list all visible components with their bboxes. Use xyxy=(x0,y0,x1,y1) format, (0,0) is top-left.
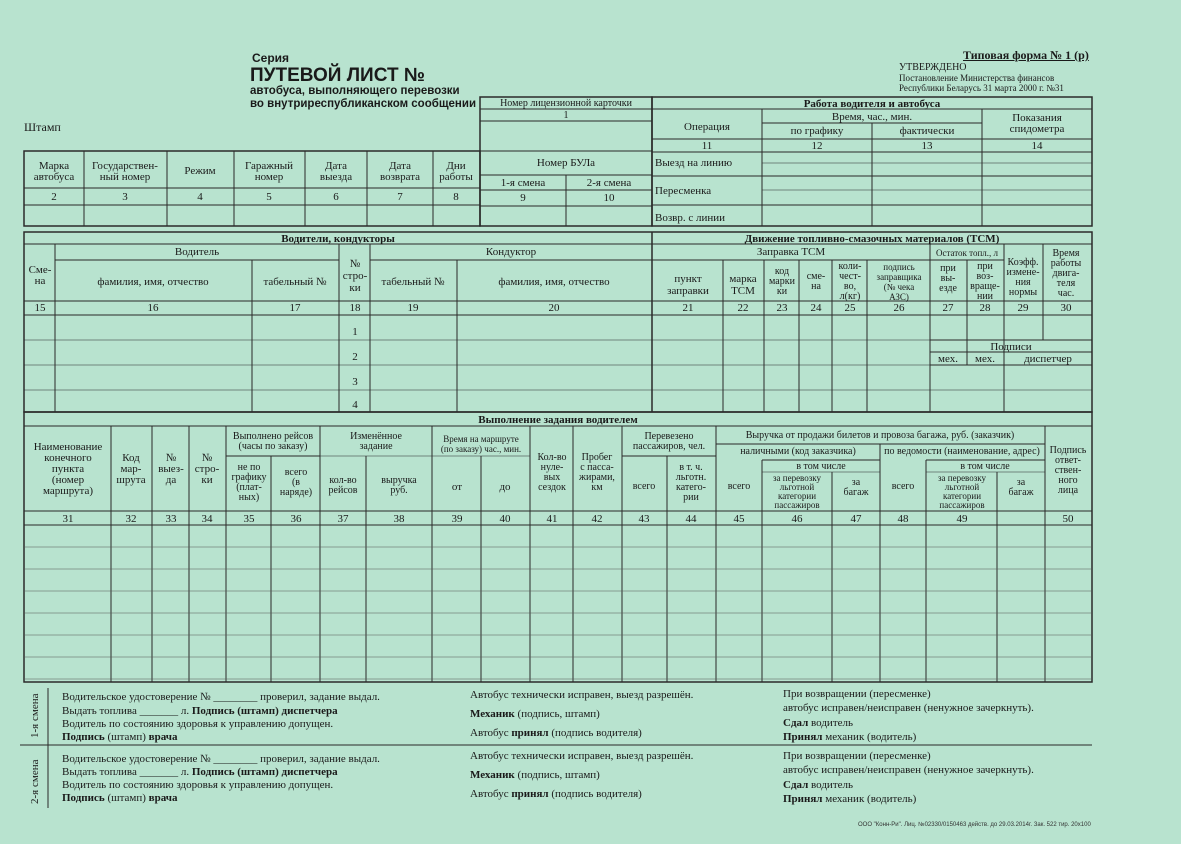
col-num: 21 xyxy=(682,302,694,314)
col-cash-benefit: за перевозку льготной категории пассажиров xyxy=(772,473,822,510)
col-proceeds: Выручка от продажи билетов и провоза багажа, руб. (заказчик) xyxy=(745,430,1015,441)
col-st-benefit: за перевозку льготной категории пассажиров xyxy=(937,473,987,510)
col-num: 3 xyxy=(122,191,128,203)
col-coef: Коэфф. измене- ния нормы xyxy=(1006,257,1040,298)
col-num: 50 xyxy=(1062,513,1074,525)
col-num: 18 xyxy=(349,302,361,314)
col-cash: наличными (код заказчика) xyxy=(740,446,856,457)
col-num: 46 xyxy=(791,513,803,525)
subtitle-line-1: автобуса, выполняющего перевозки xyxy=(250,85,460,97)
bus-ok-1: Автобус технически исправен, выезд разрешён. xyxy=(470,689,694,701)
received-1: Принял механик (водитель) xyxy=(783,731,917,743)
col-num: 15 xyxy=(34,302,46,314)
col-num: 9 xyxy=(520,192,526,204)
document-title: ПУТЕВОЙ ЛИСТ № xyxy=(250,65,426,86)
col-num: 35 xyxy=(243,513,255,525)
licence-card-label: Номер лицензионной карточки xyxy=(500,98,632,109)
col-remain-exit: при вы- езде xyxy=(939,263,957,294)
col-mode: Режим xyxy=(184,165,216,177)
drivers-title: Водители, кондукторы xyxy=(281,233,395,245)
col-num: 4 xyxy=(197,191,203,203)
col-num: 49 xyxy=(956,513,968,525)
col-trips-done: Выполнено рейсов (часы по заказу) xyxy=(232,431,314,452)
col-conductor: Кондуктор xyxy=(485,246,537,258)
col-pass-total: всего xyxy=(632,481,656,492)
approved-line-1: Постановление Министерства финансов xyxy=(899,73,1055,83)
licence-check-1: Водительское удостоверение № ________ проверил, задание выдал. xyxy=(62,691,380,703)
col-st-bag: за багаж xyxy=(1008,477,1034,498)
col-fuel-remain: Остаток топл., л xyxy=(935,248,999,258)
col-time: Время, час., мин. xyxy=(831,111,913,123)
subtitle-line-2: во внутриреспубликанском сообщении xyxy=(250,98,477,110)
col-changed-revenue: выручка руб. xyxy=(381,475,417,496)
col-refuel-point: пункт заправки xyxy=(667,273,709,297)
col-cash-total: всего xyxy=(727,481,751,492)
col-operation: Операция xyxy=(684,121,730,133)
col-num: 47 xyxy=(850,513,862,525)
stamp-label: Штамп xyxy=(24,120,61,134)
form-number: Типовая форма № 1 (р) xyxy=(963,48,1089,62)
bul-shift-2: 2-я смена xyxy=(586,177,632,189)
col-st-total: всего xyxy=(891,481,915,492)
col-num: 6 xyxy=(333,191,339,203)
row-exit-to-line: Выезд на линию xyxy=(655,157,733,169)
col-time-from: от xyxy=(451,481,463,493)
col-remain-return: при воз- враще- нии xyxy=(970,261,1000,302)
col-num: 24 xyxy=(810,302,822,314)
bus-accepted-1: Автобус принял (подпись водителя) xyxy=(470,727,642,739)
health-check-1: Водитель по состоянию здоровья к управлению допущен. xyxy=(62,718,334,730)
return-status-1: автобус исправен/неисправен (ненужное зачеркнуть). xyxy=(783,702,1034,714)
col-num: 5 xyxy=(266,191,272,203)
col-conductor-tab: табельный № xyxy=(381,276,445,288)
signatures-label: Подписи xyxy=(990,341,1032,353)
col-row-no: № стро- ки xyxy=(342,258,368,294)
fuel-issue-1: Выдать топлива _______ л. Подпись (штамп) диспетчера xyxy=(62,705,338,717)
approved-line-2: Республики Беларусь 31 марта 2000 г. №31 xyxy=(899,83,1064,93)
row-number: 1 xyxy=(352,326,358,338)
row-number: 3 xyxy=(352,376,358,388)
col-mileage: Пробег с пасса- жирами, км xyxy=(579,452,615,493)
col-num: 17 xyxy=(289,302,301,314)
work-table-title: Работа водителя и автобуса xyxy=(803,98,941,110)
col-num: 12 xyxy=(811,140,823,152)
col-odometer: Показания спидометра xyxy=(1009,112,1065,135)
col-cash-bag: за багаж xyxy=(843,477,869,498)
col-actual: фактически xyxy=(899,125,955,137)
col-num: 2 xyxy=(51,191,57,203)
col-brand-code: код марки ки xyxy=(769,266,795,297)
col-fuel-qty: коли- чест- во, л(кг) xyxy=(838,261,862,302)
col-num: 45 xyxy=(733,513,745,525)
col-bus-model: Марка автобуса xyxy=(33,160,75,183)
handed-over-2: Сдал водитель xyxy=(783,779,854,791)
col-num: 8 xyxy=(453,191,459,203)
printer-info: ООО "Конн-Ри". Лиц. №02330/0150463 действ. до 29.03.2014г. Зак. 522 тир. 20х100 xyxy=(858,822,1091,828)
bul-shift-1: 1-я смена xyxy=(500,177,546,189)
col-num: 13 xyxy=(921,140,933,152)
col-changed-trips: кол-во рейсов xyxy=(328,475,358,496)
col-refuel: Заправка ТСМ xyxy=(756,246,826,258)
col-driver-fio: фамилия, имя, отчество xyxy=(97,276,209,288)
row-return-from-line: Возвр. с линии xyxy=(655,212,726,224)
col-trips-total: всего (в наряде) xyxy=(279,467,313,498)
sign-dispatcher: диспетчер xyxy=(1024,353,1072,365)
col-passengers: Перевезено пассажиров, чел. xyxy=(632,431,706,452)
col-garage-number: Гаражный номер xyxy=(244,160,294,183)
col-num: 29 xyxy=(1017,302,1029,314)
col-off-schedule: не по графику (плат- ных) xyxy=(231,462,267,503)
col-engine-hours: Время работы двига- теля час. xyxy=(1050,248,1082,299)
col-num: 31 xyxy=(62,513,74,525)
col-num: 37 xyxy=(337,513,349,525)
col-num: 38 xyxy=(393,513,405,525)
health-check-2: Водитель по состоянию здоровья к управлению допущен. xyxy=(62,779,334,791)
return-note-2: При возвращении (пересменке) xyxy=(783,750,931,762)
col-num: 7 xyxy=(397,191,403,203)
doctor-sign-1: Подпись (штамп) врача xyxy=(62,731,178,743)
bus-ok-2: Автобус технически исправен, выезд разрешён. xyxy=(470,750,694,762)
doctor-sign-2: Подпись (штамп) врача xyxy=(62,792,178,804)
licence-check-2: Водительское удостоверение № ________ проверил, задание выдал. xyxy=(62,753,380,765)
col-driver: Водитель xyxy=(174,246,220,258)
col-num: 27 xyxy=(942,302,954,314)
col-num: 10 xyxy=(603,192,615,204)
col-num: 23 xyxy=(776,302,788,314)
col-shift: Сме- на xyxy=(28,264,52,287)
mechanic-sign-1: Механик (подпись, штамп) xyxy=(470,708,600,720)
return-note-1: При возвращении (пересменке) xyxy=(783,688,931,700)
shift-1-label: 1-я смена xyxy=(29,693,41,738)
col-num: 20 xyxy=(548,302,560,314)
col-num: 32 xyxy=(125,513,137,525)
col-fueler-sign: подпись заправщика (№ чека АЗС) xyxy=(876,262,922,302)
col-num: 41 xyxy=(546,513,558,525)
row-shift-change: Пересменка xyxy=(655,185,712,197)
col-num: 42 xyxy=(591,513,603,525)
handed-over-1: Сдал водитель xyxy=(783,717,854,729)
sign-mechanic-2: мех. xyxy=(975,353,995,365)
bus-accepted-2: Автобус принял (подпись водителя) xyxy=(470,788,642,800)
task-title: Выполнение задания водителем xyxy=(478,414,638,426)
received-2: Принял механик (водитель) xyxy=(783,793,917,805)
col-num: 39 xyxy=(451,513,463,525)
col-cash-incl: в том числе xyxy=(796,461,846,472)
return-status-2: автобус исправен/неисправен (ненужное зачеркнуть). xyxy=(783,764,1034,776)
col-changed-task: Изменённое задание xyxy=(350,431,402,452)
col-zero-trips: Кол-во нуле- вых сездок xyxy=(537,452,567,493)
col-num: 30 xyxy=(1060,302,1072,314)
col-fuel-shift: сме- на xyxy=(806,271,826,292)
licence-card-num: 1 xyxy=(563,110,569,121)
col-statement: по ведомости (наименование, адрес) xyxy=(884,446,1040,457)
col-responsible-sign: Подпись ответ- ствен- ного лица xyxy=(1049,445,1087,496)
row-number: 2 xyxy=(352,351,358,363)
col-num: 48 xyxy=(897,513,909,525)
col-by-schedule: по графику xyxy=(790,125,844,137)
shift-2-label: 2-я смена xyxy=(29,759,41,804)
fuel-title: Движение топливно-смазочных материалов (ТСМ) xyxy=(744,233,1000,245)
col-conductor-fio: фамилия, имя, отчество xyxy=(498,276,610,288)
col-exit-no: № выез- да xyxy=(158,452,184,486)
col-state-number: Государствен- ный номер xyxy=(92,160,158,183)
col-num: 33 xyxy=(165,513,177,525)
col-num: 43 xyxy=(638,513,650,525)
mechanic-sign-2: Механик (подпись, штамп) xyxy=(470,769,600,781)
col-row-no: № стро- ки xyxy=(194,452,220,486)
col-st-incl: в том числе xyxy=(960,461,1010,472)
col-exit-date: Дата выезда xyxy=(319,160,353,183)
col-num: 34 xyxy=(201,513,213,525)
fuel-issue-2: Выдать топлива _______ л. Подпись (штамп) диспетчера xyxy=(62,766,338,778)
col-num: 22 xyxy=(737,302,749,314)
col-route-code: Код мар- шрута xyxy=(116,452,146,486)
sign-mechanic-1: мех. xyxy=(938,353,958,365)
series-label: Серия xyxy=(252,51,290,65)
row-number: 4 xyxy=(352,399,358,411)
col-time-to: до xyxy=(499,481,511,493)
approved-label: УТВЕРЖДЕНО xyxy=(899,62,967,73)
bul-label: Номер БУЛа xyxy=(536,157,596,169)
col-fuel-brand: марка ТСМ xyxy=(729,273,757,297)
col-num: 25 xyxy=(844,302,856,314)
col-num: 36 xyxy=(290,513,302,525)
col-route-time: Время на маршруте (по заказу) час., мин. xyxy=(440,434,522,454)
col-driver-tab: табельный № xyxy=(263,276,327,288)
col-return-date: Дата возврата xyxy=(379,160,421,183)
col-pass-benefit: в т. ч. льготн. катего- рии xyxy=(675,462,707,503)
col-num: 40 xyxy=(499,513,511,525)
col-num: 44 xyxy=(685,513,697,525)
col-num: 14 xyxy=(1031,140,1043,152)
col-num: 28 xyxy=(979,302,991,314)
col-num: 26 xyxy=(893,302,905,314)
col-num: 11 xyxy=(701,140,713,152)
col-num: 19 xyxy=(407,302,419,314)
col-work-days: Дни работы xyxy=(439,160,473,183)
col-destination: Наименование конечного пункта (номер маршрута) xyxy=(33,441,103,497)
col-num: 16 xyxy=(147,302,159,314)
